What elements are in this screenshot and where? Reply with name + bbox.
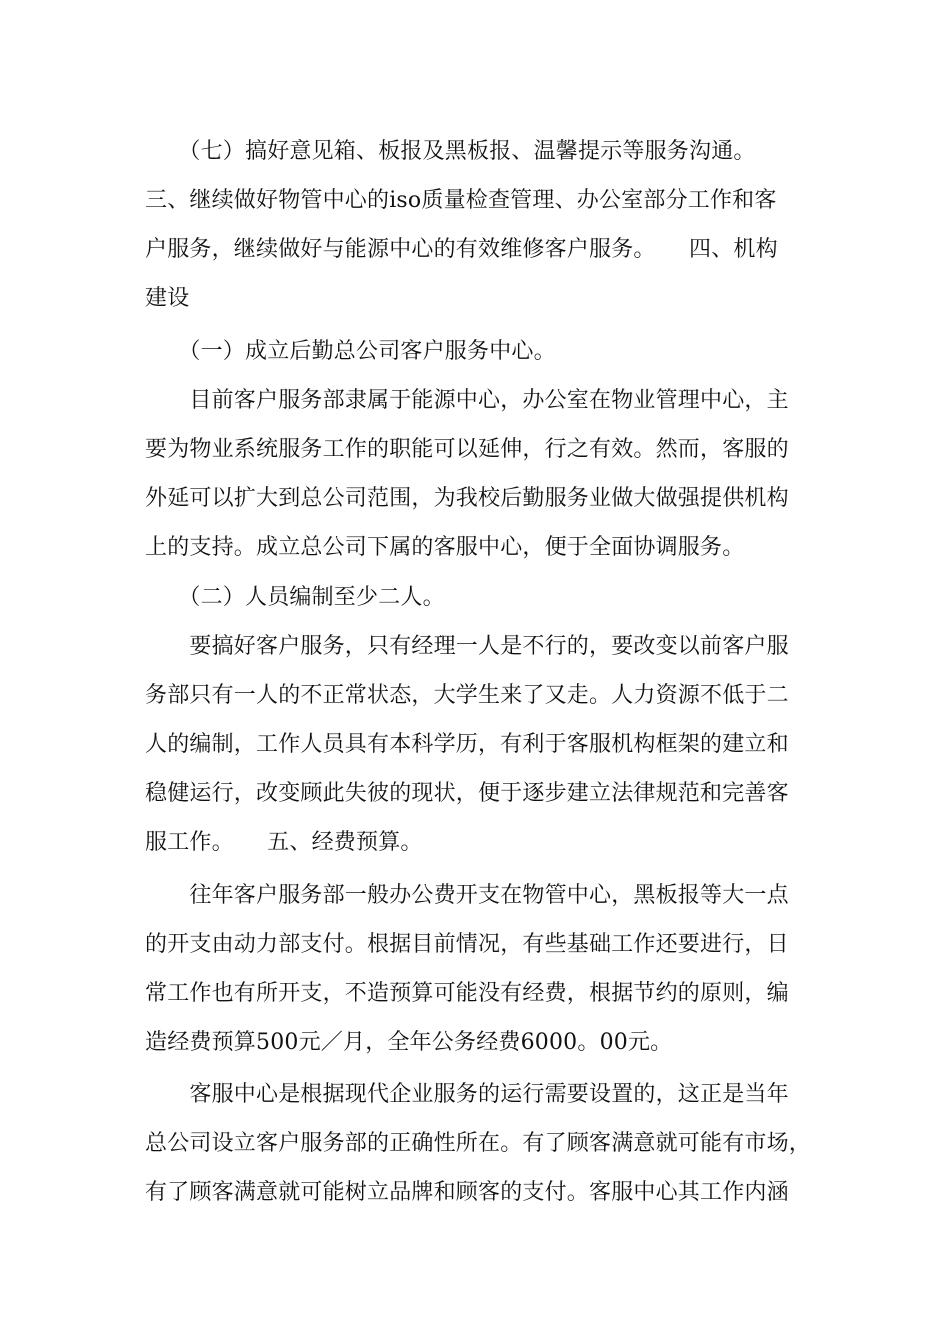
text-line: 往年客户服务部一般办公费开支在物管中心，黑板报等大一点 — [145, 883, 789, 908]
text-line: 人的编制，工作人员具有本科学历，有利于客服机构框架的建立和 — [145, 732, 789, 757]
text-line: 稳健运行，改变顾此失彼的现状，便于逐步建立法律规范和完善客 — [145, 781, 789, 806]
text-line: 客服中心是根据现代企业服务的运行需要设置的，这正是当年 — [145, 1082, 789, 1107]
text-line: 总公司设立客户服务部的正确性所在。有了顾客满意就可能有市场， — [145, 1131, 812, 1156]
text-line: 三、继续做好物管中心的iso质量检查管理、办公室部分工作和客 — [145, 188, 777, 213]
section-heading: （一）成立后勤总公司客户服务中心。 — [145, 339, 556, 364]
text-line: 户服务，继续做好与能源中心的有效维修客户服务。 四、机构 — [145, 237, 778, 262]
text-line: （七）搞好意见箱、板报及黑板报、温馨提示等服务沟通。 — [145, 139, 756, 164]
text-line: 要为物业系统服务工作的职能可以延伸，行之有效。然而，客服的 — [145, 437, 789, 462]
section-heading: （二）人员编制至少二人。 — [145, 585, 445, 610]
text-line: 要搞好客户服务，只有经理一人是不行的，要改变以前客户服 — [145, 634, 789, 659]
text-line: 上的支持。成立总公司下属的客服中心，便于全面协调服务。 — [145, 535, 745, 560]
text-line: 造经费预算500元／月，全年公务经费6000。00元。 — [145, 1030, 673, 1055]
text-line: 建设 — [145, 286, 190, 311]
text-line: 服工作。 五、经费预算。 — [145, 830, 423, 855]
text-line: 常工作也有所开支，不造预算可能没有经费，根据节约的原则，编 — [145, 981, 789, 1006]
text-line: 务部只有一人的不正常状态，大学生来了又走。人力资源不低于二 — [145, 683, 789, 708]
text-line: 有了顾客满意就可能树立品牌和顾客的支付。客服中心其工作内涵 — [145, 1180, 789, 1205]
text-line: 的开支由动力部支付。根据目前情况，有些基础工作还要进行，日 — [145, 932, 789, 957]
text-line: 外延可以扩大到总公司范围，为我校后勤服务业做大做强提供机构 — [145, 486, 789, 511]
text-line: 目前客户服务部隶属于能源中心，办公室在物业管理中心，主 — [145, 388, 789, 413]
